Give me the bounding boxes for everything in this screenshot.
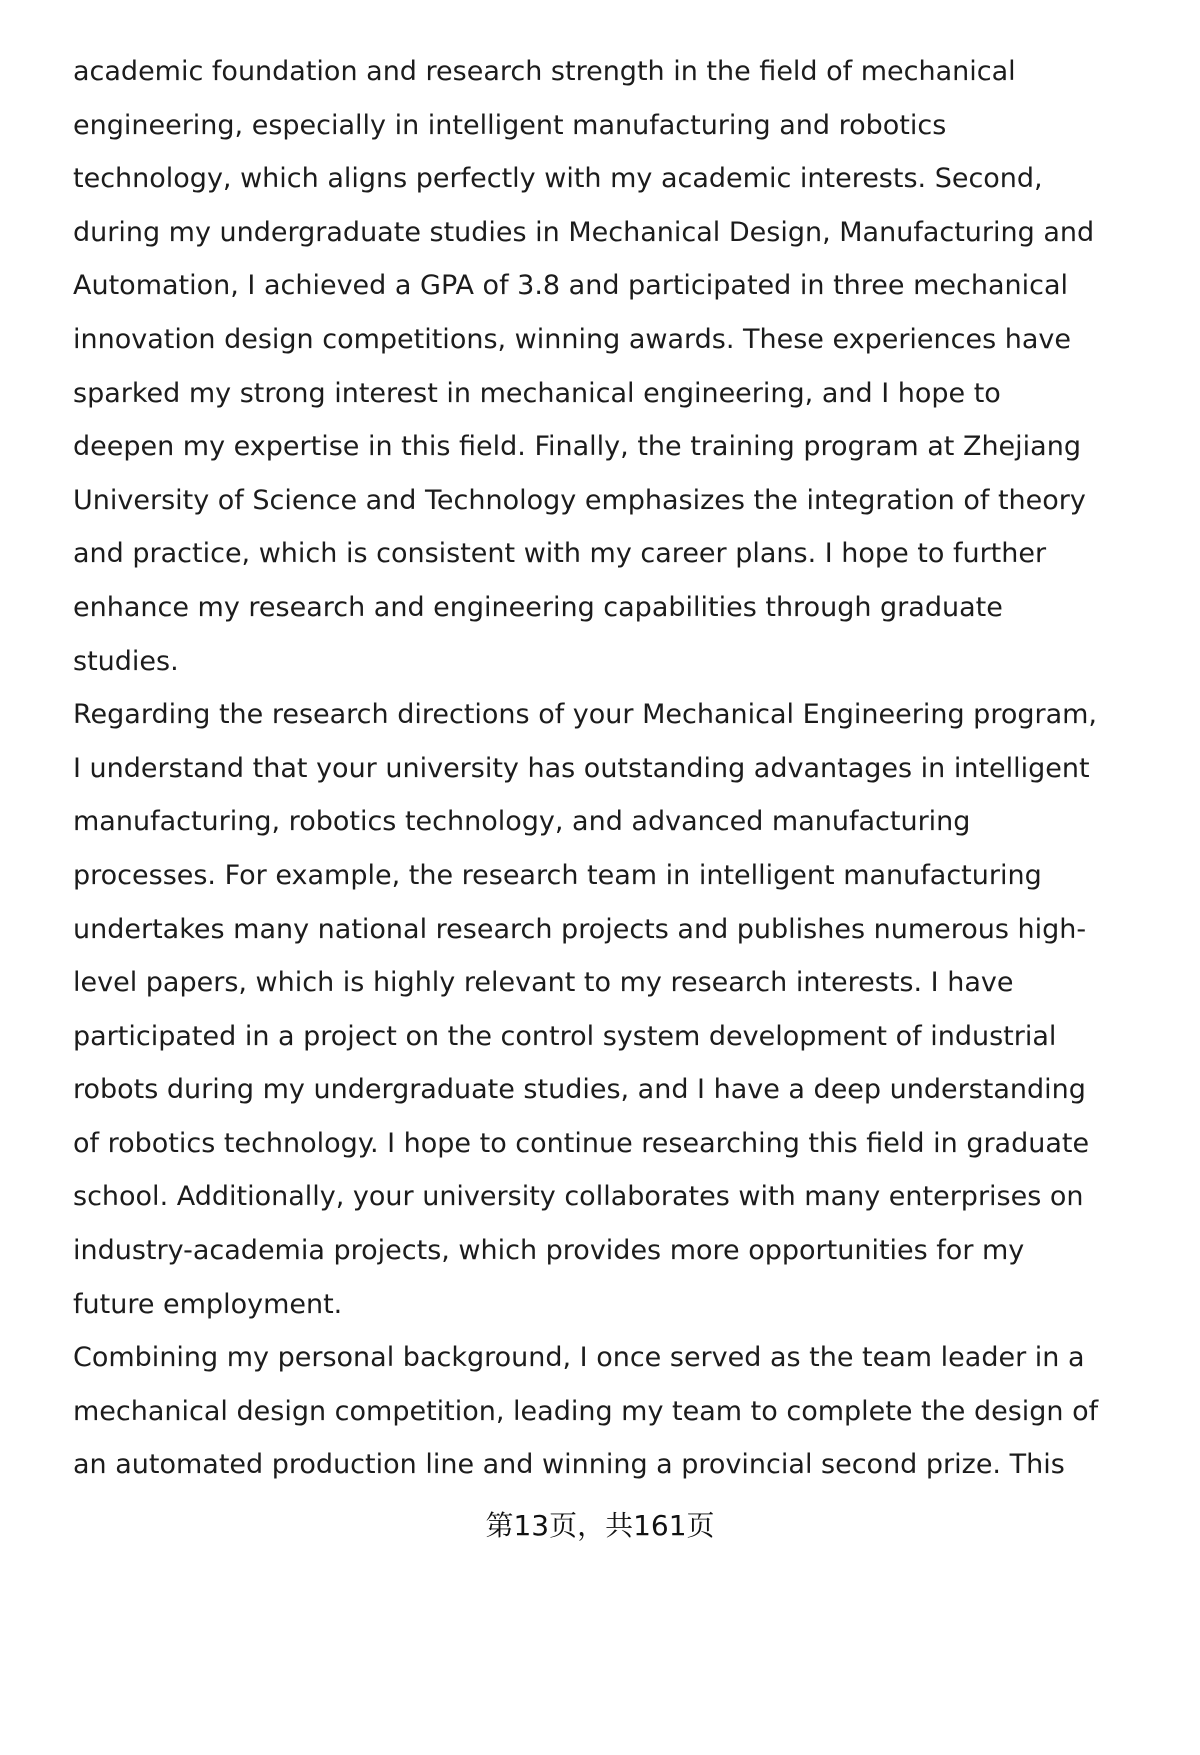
text-line: processes. For example, the research team in intelligent manufacturing [73,859,1042,891]
text-line: of robotics technology. I hope to continue researching this field in graduate [73,1127,1090,1159]
text-line: level papers, which is highly relevant to my research interests. I have [73,967,1014,999]
text-line: Combining my personal background, I once served as the team leader in a [73,1342,1085,1374]
text-line: technology, which aligns perfectly with my academic interests. Second, [73,163,1043,195]
text-line: Automation, I achieved a GPA of 3.8 and participated in three mechanical [73,270,1069,302]
text-line: mechanical design competition, leading my team to complete the design of [73,1395,1099,1427]
text-line: academic foundation and research strength in the field of mechanical [73,56,1016,87]
text-line: sparked my strong interest in mechanical engineering, and I hope to [73,377,1001,409]
text-line: and practice, which is consistent with my career plans. I hope to further [73,538,1047,570]
text-line: during my undergraduate studies in Mechanical Design, Manufacturing and [73,216,1095,248]
text-line: school. Additionally, your university collaborates with many enterprises on [73,1181,1084,1213]
text-line: Regarding the research directions of your Mechanical Engineering program, [73,699,1098,731]
text-line: University of Science and Technology emphasizes the integration of theory [73,484,1086,516]
paragraph-research-directions [73,688,1163,1331]
text-line: future employment. [73,1288,343,1320]
text-line: participated in a project on the control system development of industrial [73,1020,1057,1052]
paragraph-personal-background [73,1331,1163,1492]
paragraph-motivation [73,45,1163,688]
text-line: enhance my research and engineering capabilities through graduate [73,591,1003,623]
text-line: undertakes many national research projects and publishes numerous high- [73,913,1087,945]
text-line: innovation design competitions, winning awards. These experiences have [73,323,1072,355]
text-line: engineering, especially in intelligent manufacturing and robotics [73,109,947,141]
text-line: manufacturing, robotics technology, and advanced manufacturing [73,806,971,838]
text-line: studies. [73,645,179,677]
page-number-footer: 第13页，共161页 [485,1509,715,1542]
text-line: deepen my expertise in this field. Finally, the training program at Zhejiang [73,431,1081,463]
text-line: I understand that your university has outstanding advantages in intelligent [73,752,1090,784]
text-line: robots during my undergraduate studies, and I have a deep understanding [73,1074,1086,1106]
text-line: an automated production line and winning a provincial second prize. This [73,1449,1065,1481]
text-line: industry-academia projects, which provides more opportunities for my [73,1235,1025,1267]
document-body [73,45,1163,1492]
